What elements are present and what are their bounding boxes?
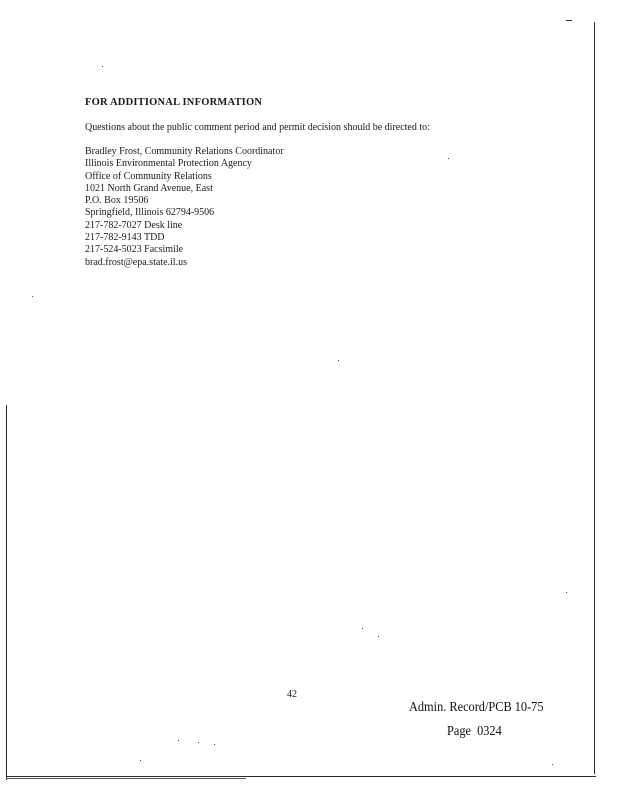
scan-edge-bottom (6, 776, 596, 777)
scan-speck (552, 764, 553, 765)
contact-office: Office of Community Relations (85, 170, 212, 182)
contact-city-state-zip: Springfield, Illinois 62794-9506 (85, 207, 215, 219)
contact-name-title: Bradley Frost, Community Relations Coordinator (85, 146, 284, 157)
contact-block (85, 146, 284, 269)
scan-speck (140, 760, 141, 761)
contact-street-address: 1021 North Grand Avenue, East (85, 182, 213, 194)
scan-speck (102, 66, 103, 67)
page-number: 42 (287, 689, 297, 700)
intro-sentence: Questions about the public comment period and permit decision should be directed to: (85, 122, 430, 133)
scan-edge-left (6, 405, 7, 780)
scan-speck (198, 742, 199, 743)
contact-po-box: P.O. Box 19506 (85, 195, 149, 207)
contact-email: brad.frost@epa.state.il.us (85, 256, 187, 268)
contact-desk-phone: 217-782-7027 Desk line (85, 219, 183, 231)
scan-edge-right (594, 22, 595, 774)
scan-speck (362, 628, 363, 629)
scan-speck (378, 636, 379, 637)
stamp-page-value: 0324 (477, 724, 502, 739)
contact-agency: Illinois Environmental Protection Agency (85, 158, 252, 170)
section-heading: FOR ADDITIONAL INFORMATION (85, 97, 263, 108)
scan-speck (338, 360, 339, 361)
scan-speck (448, 158, 449, 159)
scan-mark-top (566, 20, 572, 21)
scan-edge-bottom-secondary (6, 778, 246, 779)
contact-fax: 217-524-5023 Facsimile (85, 244, 184, 256)
scan-speck (214, 744, 215, 745)
scan-speck (566, 592, 567, 593)
scan-speck (32, 296, 33, 297)
stamp-page-label: Page (447, 724, 471, 739)
admin-record-stamp: Admin. Record/PCB 10-75 (409, 700, 544, 715)
contact-tdd-phone: 217-782-9143 TDD (85, 232, 165, 244)
stamp-page-line (447, 724, 502, 740)
scan-speck (178, 740, 179, 741)
